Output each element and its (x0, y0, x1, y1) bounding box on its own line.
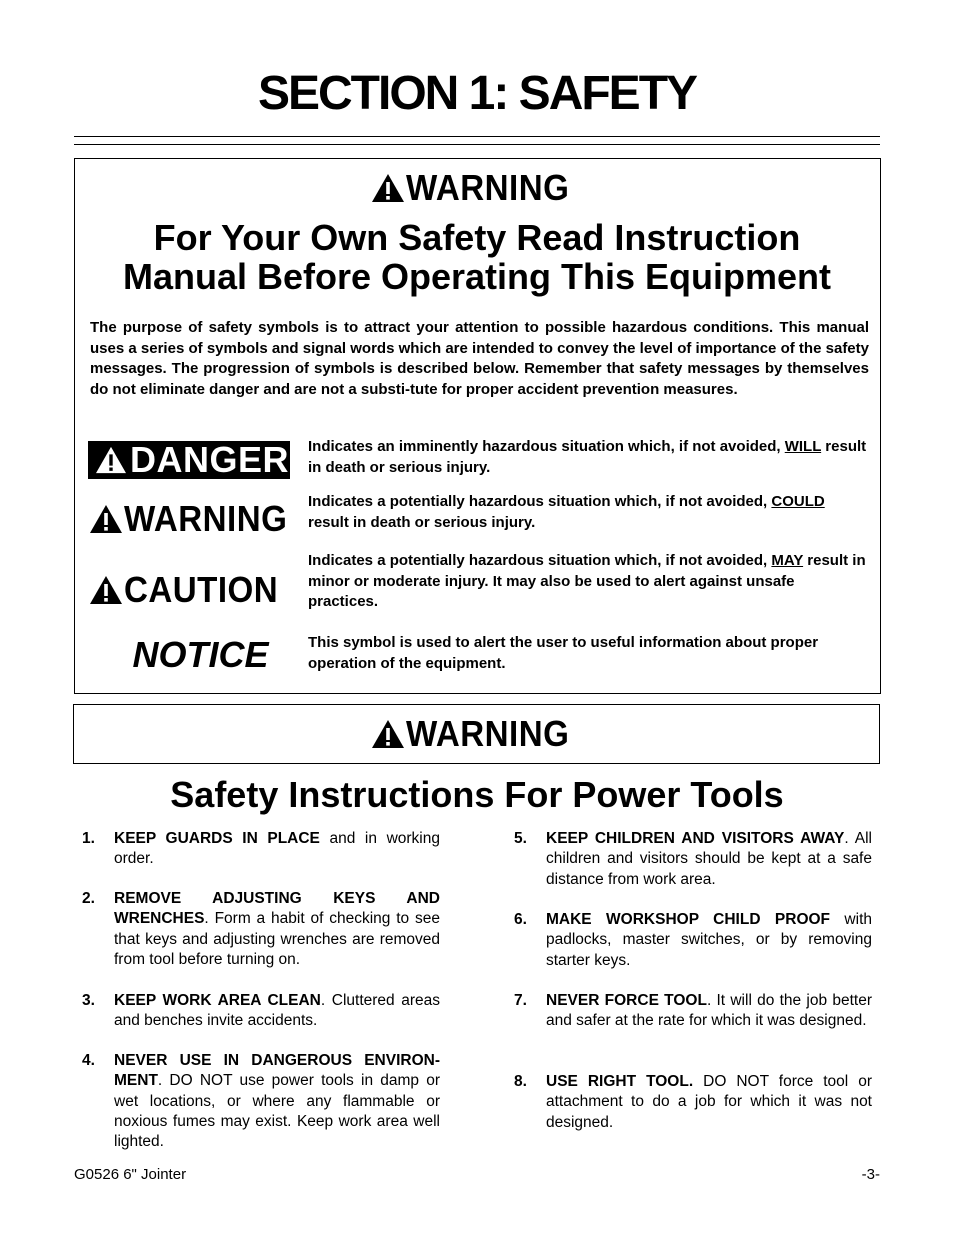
notice-description: This symbol is used to alert the user to useful information about proper operation of the equipment. (308, 634, 819, 672)
item-number: 2. (82, 890, 95, 907)
danger-desc-post: result in death or serious injury. (308, 438, 867, 476)
item-text: and in working order. (114, 830, 440, 868)
item-number: 8. (514, 1073, 527, 1090)
item-lead: MAKE WORKSHOP CHILD PROOF (546, 911, 831, 928)
item-lead: KEEP GUARDS IN PLACE (114, 830, 320, 847)
warning-desc-pre: Indicates a potentially hazardous situation which, if not avoided, (308, 493, 772, 510)
notice-label: NOTICE (132, 634, 269, 675)
caution-triangle-icon (88, 574, 124, 606)
warning-triangle-icon (88, 503, 124, 535)
item-number: 7. (514, 992, 527, 1009)
list-item (514, 829, 872, 890)
item-text: . All children and visitors should be kept at a safe distance from work area. (546, 830, 872, 888)
title-rule-top (74, 136, 880, 137)
list-item (82, 1051, 440, 1152)
warning-desc-key: COULD (771, 493, 825, 510)
item-lead: KEEP CHILDREN AND VISITORS AWAY (546, 830, 845, 847)
caution-desc-post: result in minor or moderate injury. It may also be used to alert against unsafe practices. (308, 552, 866, 610)
list-item (514, 1072, 872, 1133)
caution-label: CAUTION (124, 569, 279, 610)
read-manual-heading (0, 218, 954, 296)
warning-symbol (88, 497, 302, 541)
list-item (82, 991, 440, 1032)
section-heading: Safety Instructions For Power Tools (170, 774, 784, 815)
item-lead: USE RIGHT TOOL. (546, 1073, 694, 1090)
item-number: 3. (82, 992, 95, 1009)
item-text: DO NOT force tool or attachment to do a job for which it was not designed. (546, 1073, 872, 1131)
list-item (82, 889, 440, 970)
warning-desc-post: result in death or serious injury. (308, 513, 536, 531)
danger-badge (88, 441, 290, 479)
item-number: 4. (82, 1052, 95, 1069)
danger-label: DANGER (130, 439, 290, 480)
title-rule-bottom (74, 144, 880, 145)
list-item (514, 910, 872, 971)
warning-description (308, 492, 868, 533)
item-lead: NEVER FORCE TOOL (546, 992, 707, 1009)
item-lead: NEVER USE IN DANGEROUS ENVIRON-MENT (114, 1052, 440, 1090)
item-text: . It will do the job better and safer at the rate for which it was designed. (546, 992, 872, 1030)
warning-word: WARNING (406, 167, 570, 208)
item-number: 6. (514, 911, 527, 928)
warning-triangle-icon (370, 718, 406, 750)
item-text: . DO NOT use power tools in damp or wet locations, or where any flammable or noxious fumes may exist. Keep work area well lighted. (114, 1072, 440, 1151)
item-lead: KEEP WORK AREA CLEAN (114, 992, 321, 1009)
intro-paragraph: The purpose of safety symbols is to attract your attention to possible hazardous conditions. This manual uses a series of symbols and signal words which are intended to convey the level of importance of the safety messages. The progression of symbols is described below. Remember that safety messages by themselves do not eliminate danger and are not a substi-tute for proper accident prevention measures. (90, 319, 869, 398)
danger-triangle-icon (94, 445, 128, 475)
danger-description (308, 437, 868, 478)
warning-label: WARNING (124, 498, 288, 539)
item-lead: REMOVE ADJUSTING KEYS AND WRENCHES (114, 890, 440, 928)
danger-desc-pre: Indicates an imminently hazardous situation which, if not avoided, (308, 438, 785, 455)
footer-page-number: -3- (861, 1166, 880, 1183)
item-text: . Form a habit of checking to see that keys and adjusting wrenches are removed from tool before turning on. (114, 910, 440, 968)
warning-triangle-icon (370, 172, 406, 204)
heading-line-1: For Your Own Safety Read Instruction (153, 217, 801, 258)
item-number: 1. (82, 830, 95, 847)
heading-line-2: Manual Before Operating This Equipment (122, 256, 832, 297)
footer-model: G0526 6" Jointer (74, 1166, 187, 1183)
caution-description (308, 551, 868, 613)
item-text: with padlocks, master switches, or by removing starter keys. (546, 911, 872, 969)
item-text: . Cluttered areas and benches invite accidents. (114, 992, 440, 1030)
danger-desc-key: WILL (784, 438, 822, 455)
box1-warning-header (0, 166, 954, 210)
list-item (514, 991, 872, 1032)
box2-warning-header (0, 712, 954, 756)
caution-desc-key: MAY (771, 552, 804, 569)
item-number: 5. (514, 830, 527, 847)
warning-word: WARNING (406, 713, 570, 754)
list-item (82, 829, 440, 870)
caution-symbol (88, 568, 292, 612)
page-title: SECTION 1: SAFETY (257, 67, 697, 120)
caution-desc-pre: Indicates a potentially hazardous situation which, if not avoided, (308, 552, 772, 569)
